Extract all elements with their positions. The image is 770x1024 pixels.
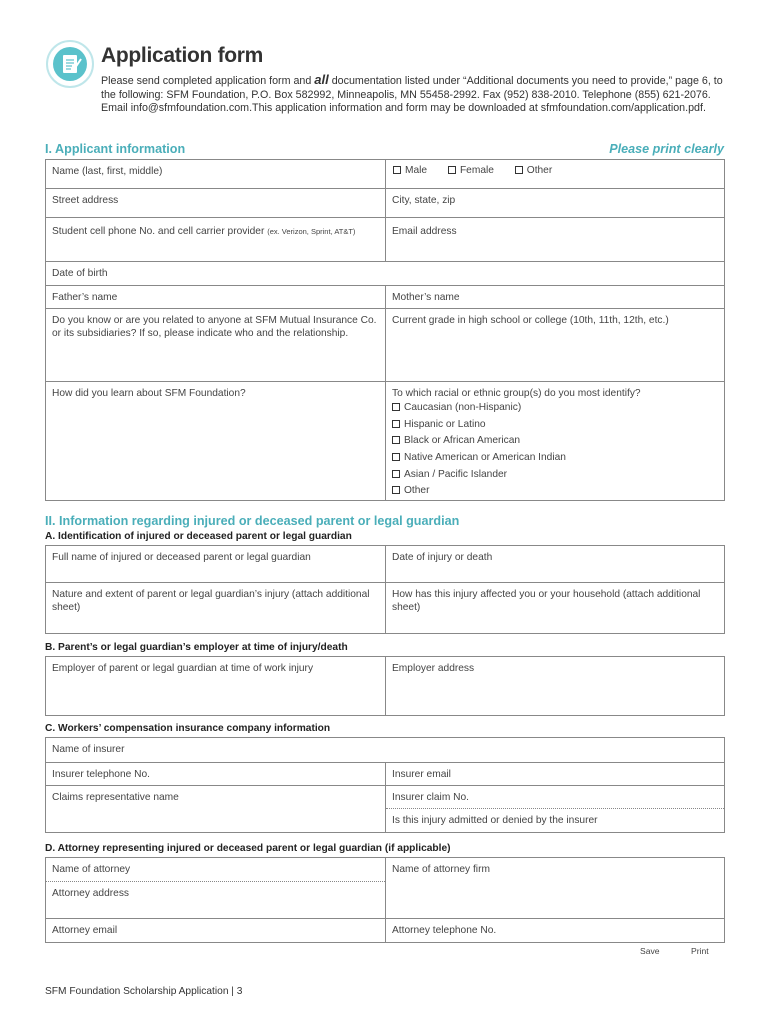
employer-address-field[interactable]: Employer address <box>392 663 475 674</box>
section-applicant-title: I. Applicant information <box>45 142 186 156</box>
injury-effect-field[interactable]: How has this injury affected you or your household (attach additional sheet) <box>392 589 701 613</box>
race-hispanic-checkbox[interactable]: Hispanic or Latino <box>392 418 718 435</box>
subsection-d-title: D. Attorney representing injured or deceased parent or legal guardian (if applicable) <box>45 843 451 854</box>
race-ethnicity-field <box>386 382 724 500</box>
attorney-table <box>45 857 725 943</box>
gender-female-checkbox[interactable]: Female <box>448 165 494 176</box>
employer-name-field[interactable]: Employer of parent or legal guardian at time of work injury <box>46 657 386 715</box>
document-pen-icon <box>46 40 94 88</box>
subsection-a-title: A. Identification of injured or deceased parent or legal guardian <box>45 531 352 542</box>
insurance-table <box>45 737 725 833</box>
gender-other-checkbox[interactable]: Other <box>515 165 552 176</box>
city-state-zip-field[interactable]: City, state, zip <box>392 195 456 206</box>
insurer-name-field[interactable]: Name of insurer <box>52 744 125 755</box>
attorney-phone-field[interactable]: Attorney telephone No. <box>392 925 497 936</box>
save-button[interactable]: Save <box>640 946 660 956</box>
insurer-email-field[interactable]: Insurer email <box>392 769 451 780</box>
subsection-b-title: B. Parent’s or legal guardian’s employer at time of injury/death <box>45 642 348 653</box>
cell-phone-field[interactable]: Student cell phone No. and cell carrier provider (ex. Verizon, Sprint, AT&T) <box>46 218 386 261</box>
attorney-address-field[interactable]: Attorney address <box>52 888 130 899</box>
attorney-name-field[interactable]: Name of attorney <box>46 858 385 882</box>
race-native-american-checkbox[interactable]: Native American or American Indian <box>392 451 718 468</box>
employer-table <box>45 656 725 716</box>
page-footer: SFM Foundation Scholarship Application | 3 <box>45 986 243 997</box>
email-address-field[interactable]: Email address <box>392 226 457 237</box>
related-to-sfm-field[interactable]: Do you know or are you related to anyone at SFM Mutual Insurance Co. or its subsidiaries? If so, please indicate who and the relationship. <box>46 309 386 381</box>
attorney-firm-field[interactable]: Name of attorney firm <box>392 864 490 875</box>
injury-admitted-field[interactable]: Is this injury admitted or denied by the insurer <box>392 815 598 826</box>
mother-name-field[interactable]: Mother’s name <box>392 292 460 303</box>
insurer-claim-group <box>386 786 724 832</box>
race-question: To which racial or ethnic group(s) do you most identify? <box>392 388 641 399</box>
applicant-table <box>45 159 725 501</box>
race-other-checkbox[interactable]: Other <box>392 484 718 501</box>
street-address-field[interactable]: Street address <box>46 189 386 217</box>
insurer-claim-field[interactable]: Insurer claim No. <box>386 786 724 809</box>
injury-nature-field[interactable]: Nature and extent of parent or legal guardian’s injury (attach additional sheet) <box>46 583 386 633</box>
print-button[interactable]: Print <box>691 946 709 956</box>
subsection-c-title: C. Workers’ compensation insurance company information <box>45 723 331 734</box>
race-asian-checkbox[interactable]: Asian / Pacific Islander <box>392 468 718 485</box>
print-clearly-note: Please print clearly <box>609 142 724 156</box>
page-title: Application form <box>101 44 264 67</box>
applicant-name-field[interactable]: Name (last, first, middle) <box>46 160 386 188</box>
insurer-phone-field[interactable]: Insurer telephone No. <box>46 763 386 785</box>
gender-options <box>393 165 570 176</box>
current-grade-field[interactable]: Current grade in high school or college (10th, 11th, 12th, etc.) <box>392 315 669 326</box>
intro-text: Please send completed application form and all documentation listed under “Additional documents you need to provide,” page 6, to the following: SFM Foundation, P.O. Box 582992, Minneapolis, MN 55458-2992. Fax (952) 838-2010. Telephone (855) 621-2076. Email info@sfmfoundation.com.This application information and form may be downloaded at sfmfoundation.com/application.pdf. <box>101 72 723 114</box>
race-black-checkbox[interactable]: Black or African American <box>392 434 718 451</box>
claims-rep-field[interactable]: Claims representative name <box>46 786 386 832</box>
father-name-field[interactable]: Father’s name <box>46 286 386 308</box>
learn-about-field[interactable]: How did you learn about SFM Foundation? <box>46 382 386 500</box>
attorney-left-group <box>46 858 386 918</box>
attorney-email-field[interactable]: Attorney email <box>46 919 386 942</box>
parent-full-name-field[interactable]: Full name of injured or deceased parent or legal guardian <box>46 546 386 582</box>
section-parent-title: II. Information regarding injured or deceased parent or legal guardian <box>45 514 460 528</box>
date-of-birth-field[interactable]: Date of birth <box>52 268 108 279</box>
gender-male-checkbox[interactable]: Male <box>393 165 427 176</box>
injury-date-field[interactable]: Date of injury or death <box>392 552 493 563</box>
race-caucasian-checkbox[interactable]: Caucasian (non-Hispanic) <box>392 401 718 418</box>
parent-identification-table <box>45 545 725 634</box>
